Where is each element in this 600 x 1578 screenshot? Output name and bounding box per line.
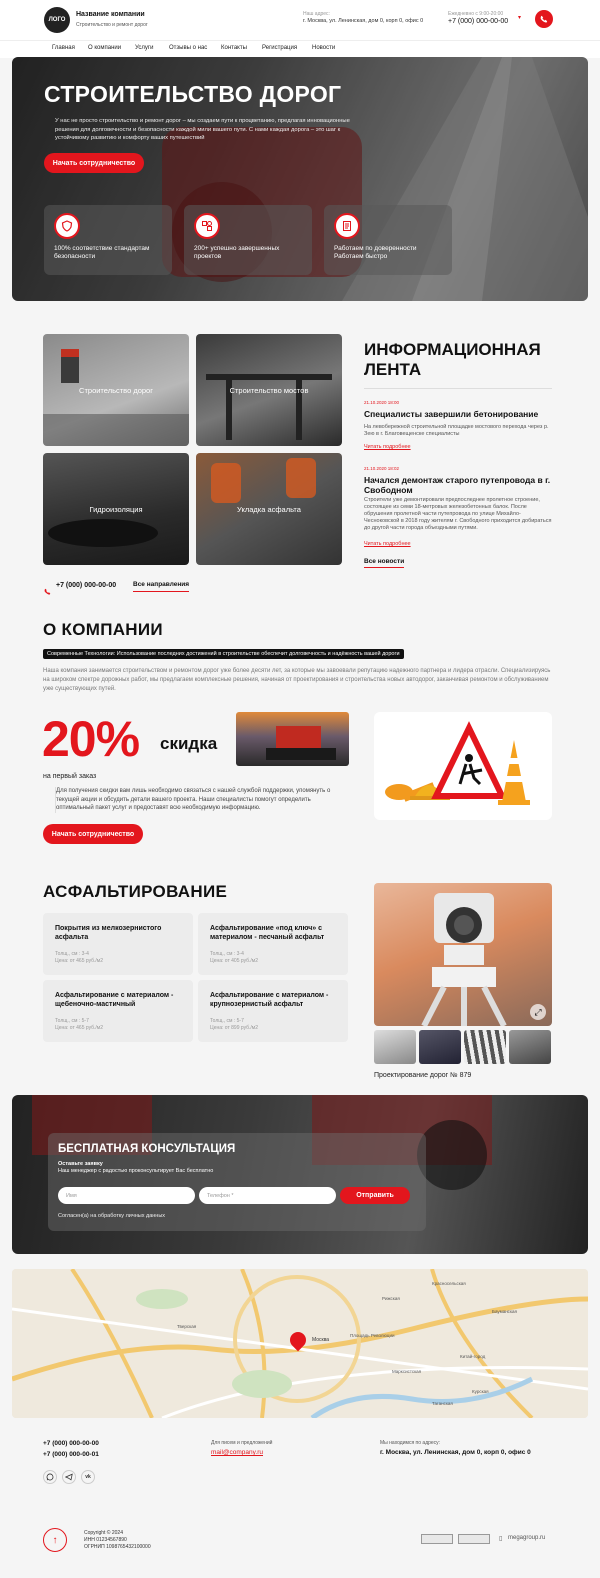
services-phone-icon — [44, 582, 51, 600]
projects-icon — [194, 213, 220, 239]
promo-text: Для получения скидки вам лишь необходимо связаться с нашей службой поддержки, упомянуть о текущей акции и обсудить детали вашего проекта. Наши специалисты помогут определить оптимальный пакет услуг и предоставят всю необходимую информацию. — [55, 787, 347, 813]
address-label: Наш адрес: — [303, 11, 330, 17]
promo-image — [236, 712, 349, 766]
news-item-title[interactable]: Начался демонтаж старого путепровода в г. Свободном — [364, 475, 551, 495]
news-item-text: На левобережной строительной площадке мостового перехода через р. Зею в г. Благовещенске специалисты — [364, 424, 549, 437]
roadwork-illustration — [374, 712, 552, 820]
consult-title: БЕСПЛАТНАЯ КОНСУЛЬТАЦИЯ — [58, 1143, 236, 1155]
shield-icon — [54, 213, 80, 239]
header — [0, 0, 600, 40]
submit-button[interactable]: Отправить — [340, 1187, 410, 1204]
gallery-thumb[interactable] — [464, 1030, 506, 1064]
work-hours: Ежедневно с 9:00-20:00 — [448, 11, 504, 17]
consultation-section — [12, 1095, 588, 1254]
gallery-thumb[interactable] — [509, 1030, 551, 1064]
nav-item-news[interactable]: Новости — [312, 45, 336, 51]
asphalt-card[interactable] — [43, 980, 193, 1042]
about-banner: Современные Технологии: Использование последних достижений в строительстве обеспечит долговечность и надёжность вашей дороги — [43, 649, 404, 659]
asphalt-card-price: Цена: от 465 руб./м2 — [55, 958, 104, 964]
nav-item-registration[interactable]: Регистрация — [262, 45, 298, 51]
asphalt-card[interactable] — [198, 913, 348, 975]
gallery-thumb[interactable] — [374, 1030, 416, 1064]
services-phone[interactable]: +7 (000) 000-00-00 — [56, 582, 117, 589]
tile-bridge-construction[interactable] — [196, 334, 342, 446]
nav-item-contacts[interactable]: Контакты — [221, 45, 247, 51]
all-directions-link[interactable]: Все направления — [133, 581, 189, 592]
news-item-text: Строители уже демонтировали предпоследнее пролетное строение, состоящее из семи 18-метровых железобетонных балок. После обрушения пролетной части путепровода по улице Михайло-Чесноковской в 2018 году жителям г. Свободного приходится добираться до другой части города объездными путями. — [364, 497, 552, 531]
hero-cta-button[interactable]: Начать сотрудничество — [44, 153, 144, 173]
hero-banner — [12, 57, 588, 301]
asphalt-card-price: Цена: от 465 руб./м2 — [55, 1025, 104, 1031]
promo-cta-button[interactable]: Начать сотрудничество — [43, 824, 143, 844]
nav-item-about[interactable]: О компании — [88, 45, 122, 51]
tile-road-construction[interactable] — [43, 334, 189, 446]
tile-label: Гидроизоляция — [89, 504, 143, 514]
scroll-top-button[interactable]: ↑ — [43, 1528, 67, 1552]
all-news-link[interactable]: Все новости — [364, 558, 404, 568]
map-label: Рижская — [382, 1296, 400, 1301]
nav-item-services[interactable]: Услуги — [135, 45, 154, 51]
hero-title: СТРОИТЕЛЬСТВО ДОРОГ — [44, 81, 342, 107]
nav-item-reviews[interactable]: Отзывы о нас — [169, 45, 208, 51]
asphalt-card-title: Асфальтирование с материалом - щебеночно-мастичный — [55, 992, 174, 1008]
asphalt-card-thickness: Толщ., см : 5-7 — [210, 1018, 244, 1024]
gallery-main-image[interactable] — [374, 883, 552, 1026]
copyright: Copyright © 2024 — [84, 1530, 123, 1536]
mail-label: Для писем и предложений — [211, 1440, 273, 1446]
asphalt-card-price: Цена: от 405 руб./м2 — [210, 958, 259, 964]
ogrn: ОГРНИП 1098765432100000 — [84, 1544, 151, 1550]
fullscreen-icon[interactable]: ⤢ — [530, 1004, 546, 1020]
developer-credits[interactable]: megagroup.ru — [508, 1535, 546, 1541]
hero-card-safety — [44, 205, 172, 275]
map-label: Тверская — [177, 1324, 197, 1329]
news-item-title[interactable]: Специалисты завершили бетонирование — [364, 409, 539, 419]
promo-word: скидка — [160, 734, 218, 753]
news-read-more[interactable]: Читать подробнее — [364, 541, 411, 547]
news-date: 21.10.2020 18:00 — [364, 400, 400, 405]
logo[interactable]: ЛОГО — [44, 7, 70, 33]
whatsapp-icon[interactable] — [43, 1470, 57, 1484]
tile-asphalt-laying[interactable] — [196, 453, 342, 565]
main-nav — [0, 40, 600, 58]
asphalt-title: АСФАЛЬТИРОВАНИЕ — [43, 882, 228, 901]
asphalt-card-thickness: Толщ., см : 3-4 — [210, 951, 244, 957]
nav-item-home[interactable]: Главная — [52, 45, 75, 51]
footer-address: г. Москва, ул. Ленинская, дом 0, корп 0, офис 0 — [380, 1449, 531, 1456]
map-label: Москва — [312, 1337, 330, 1343]
hero-card-text: 100% соответствие стандартам безопасности — [54, 245, 150, 260]
tile-waterproofing[interactable] — [43, 453, 189, 565]
hero-card-projects — [184, 205, 312, 275]
asphalt-card-title: Асфальтирование с материалом - крупнозернистый асфальт — [210, 992, 329, 1008]
asphalt-card-thickness: Толщ., см : 3-4 — [55, 951, 89, 957]
consult-subtitle: Оставьте заявку — [58, 1161, 103, 1167]
telegram-icon[interactable] — [62, 1470, 76, 1484]
call-button[interactable] — [535, 10, 553, 28]
news-title: ИНФОРМАЦИОННАЯ ЛЕНТА — [364, 340, 541, 379]
map-label: Курская — [472, 1389, 489, 1394]
document-icon — [334, 213, 360, 239]
gallery-thumb[interactable] — [419, 1030, 461, 1064]
counter-badge — [458, 1534, 490, 1544]
header-address: г. Москва, ул. Ленинская, дом 0, корп 0, офис 0 — [303, 18, 424, 24]
chevron-down-icon[interactable]: ▾ — [518, 15, 522, 21]
counter-badge — [421, 1534, 453, 1544]
map[interactable] — [12, 1269, 588, 1418]
asphalt-card-thickness: Толщ., см : 5-7 — [55, 1018, 89, 1024]
company-tagline: Строительство и ремонт дорог — [76, 22, 148, 28]
consent-checkbox[interactable]: Согласен(а) на обработку личных данных — [58, 1213, 166, 1219]
map-label: Площадь Революции — [350, 1333, 395, 1338]
asphalt-card-title: Асфальтирование «под ключ» с материалом - песчаный асфальт — [210, 925, 325, 941]
tile-label: Строительство мостов — [229, 385, 309, 395]
map-label: Бауманская — [492, 1309, 517, 1314]
news-divider — [364, 388, 552, 389]
hero-text: У нас не просто строительство и ремонт дорог – мы создаем пути к процветанию, предлагая инновационные решения для долговечности и безопасности каждой мили вашего пути. С нами каждая дорога – это шаг к устойчивому развитию и комфорту ваших путешествий — [55, 118, 350, 141]
about-text: Наша компания занимается строительством и ремонтом дорог уже более десяти лет, за которые мы завоевали репутацию надежного партнера и лидера отрасли. Специализируясь на широком спектре дорожных работ, мы предлагаем комплексные решения, начиная от проектирования и строительства новых автодорог, заканчивая ремонтом и обслуживанием уже существующих путей. — [43, 668, 551, 692]
tile-label: Укладка асфальта — [237, 504, 301, 514]
footer-phone-1[interactable]: +7 (000) 000-00-00 — [43, 1440, 99, 1447]
mobile-icon: ▯ — [499, 1536, 503, 1542]
map-label: Марксистская — [392, 1369, 422, 1374]
footer-mail[interactable]: mail@company.ru — [211, 1449, 263, 1456]
hero-card-text: 200+ успешно завершенных проектов — [194, 245, 280, 260]
map-label: Красносельская — [432, 1281, 466, 1286]
hero-card-text: Работаем по доверенности Работаем быстро — [334, 245, 417, 260]
map-label: Китай-город — [460, 1354, 486, 1359]
header-phone[interactable]: +7 (000) 000-00-00 — [448, 18, 509, 25]
asphalt-card-title: Покрытия из мелкозернистого асфальта — [55, 925, 162, 941]
footer-phone-2[interactable]: +7 (000) 000-00-01 — [43, 1451, 99, 1458]
tile-label: Строительство дорог — [79, 385, 153, 395]
asphalt-card[interactable] — [43, 913, 193, 975]
hero-card-trust — [324, 205, 452, 275]
promo-caption: на первый заказ — [43, 773, 97, 780]
phone-icon — [540, 15, 548, 23]
consult-subtitle: Наш менеджер с радостью проконсультирует Вас бесплатно — [58, 1168, 214, 1174]
name-input[interactable]: Имя — [58, 1187, 195, 1204]
about-title: О КОМПАНИИ — [43, 620, 163, 639]
vk-icon[interactable]: vk — [81, 1470, 95, 1484]
promo-percent: 20% — [42, 711, 140, 767]
address-label: Мы находимся по адресу: — [380, 1440, 441, 1446]
news-read-more[interactable]: Читать подробнее — [364, 444, 411, 450]
asphalt-card-price: Цена: от 899 руб./м2 — [210, 1025, 259, 1031]
inn: ИНН 01234567890 — [84, 1537, 127, 1543]
company-name: Название компании — [76, 11, 145, 18]
news-date: 21.10.2020 18:02 — [364, 466, 400, 471]
gallery-caption: Проектирование дорог № 879 — [374, 1072, 472, 1079]
map-label: Таганская — [432, 1401, 453, 1406]
asphalt-card[interactable] — [198, 980, 348, 1042]
phone-input[interactable]: Телефон * — [199, 1187, 336, 1204]
